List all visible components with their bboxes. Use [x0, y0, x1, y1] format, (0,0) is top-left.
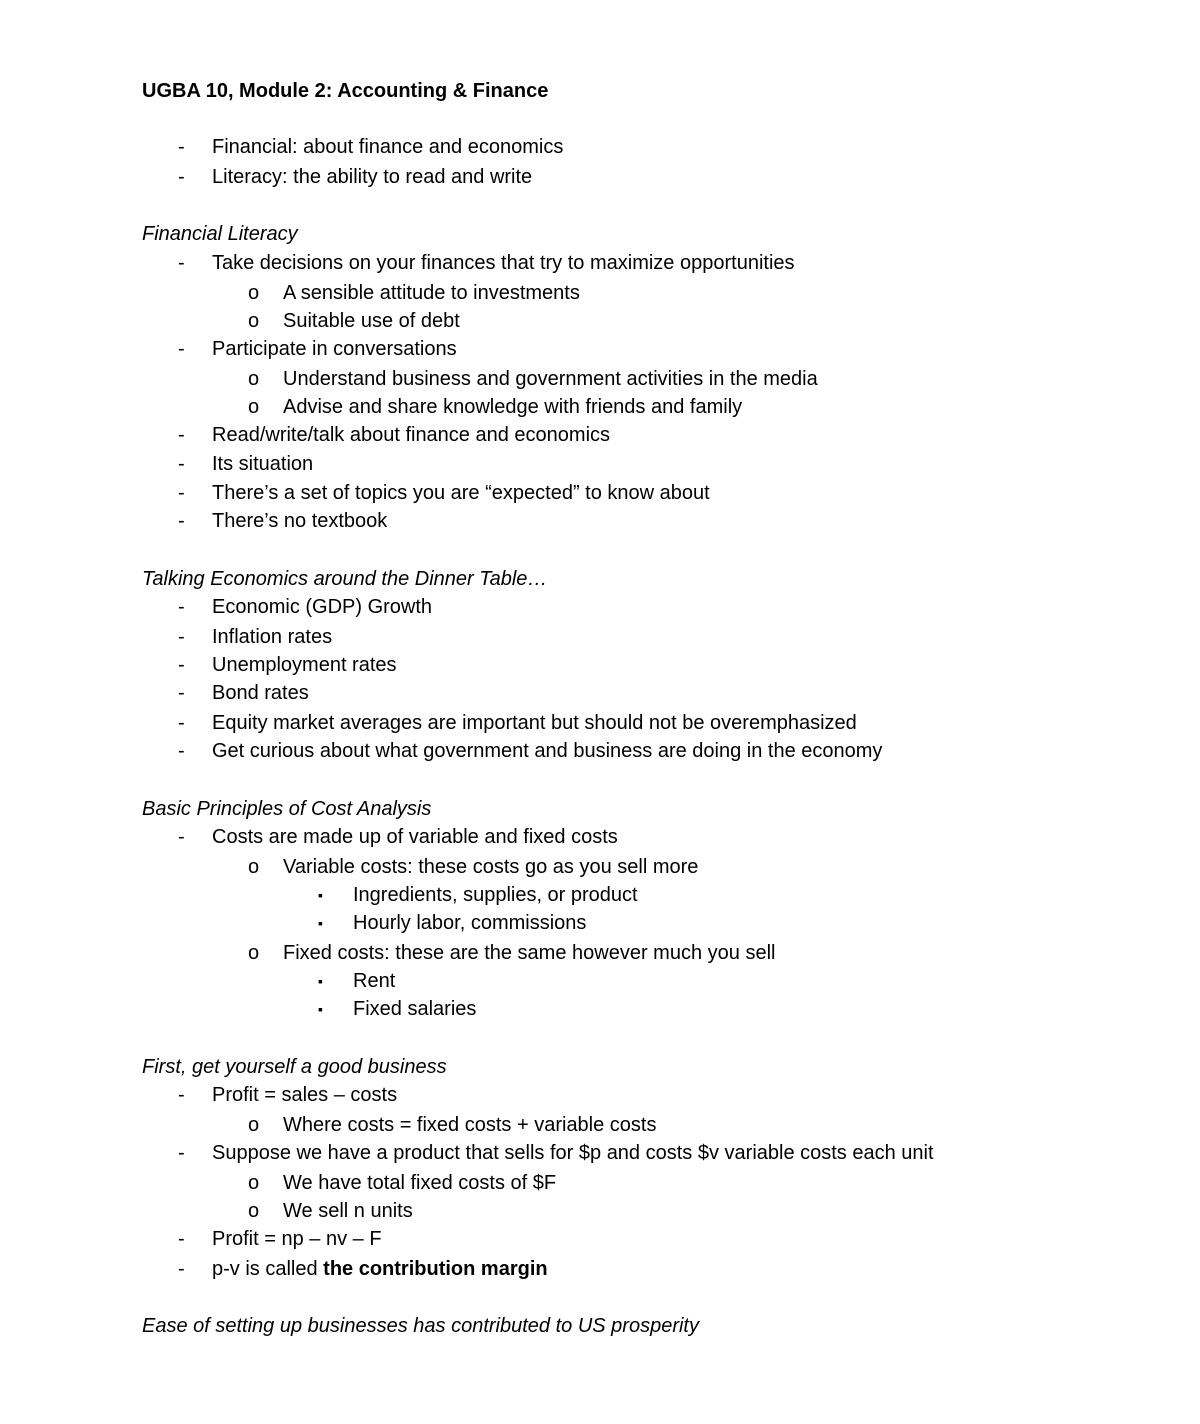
section-heading-dinner-table: Talking Economics around the Dinner Table… — [142, 568, 548, 590]
dash-bullet: - — [178, 1142, 185, 1164]
list-item-text: Profit = sales – costs — [212, 1084, 398, 1106]
list-item-text: Literacy: the ability to read and write — [212, 166, 533, 188]
dash-bullet: - — [178, 1228, 185, 1250]
list-item-text: Bond rates — [212, 682, 309, 704]
list-item-text: Take decisions on your finances that try to maximize opportunities — [212, 252, 795, 274]
list-item-text — [212, 1255, 548, 1283]
list-item-text: Costs are made up of variable and fixed costs — [212, 826, 618, 848]
list-item-text: Inflation rates — [212, 626, 333, 648]
dash-bullet: - — [178, 252, 185, 274]
dash-bullet: - — [178, 1258, 185, 1280]
list-item-text: Where costs = fixed costs + variable costs — [283, 1114, 657, 1136]
circle-bullet: o — [248, 1200, 260, 1222]
section-heading-financial-literacy: Financial Literacy — [142, 223, 298, 245]
square-bullet: ▪ — [318, 1001, 323, 1017]
list-item-text: Rent — [353, 970, 396, 992]
list-item-text: Financial: about finance and economics — [212, 136, 564, 158]
list-item-text: There’s no textbook — [212, 510, 388, 532]
list-item-text: Hourly labor, commissions — [353, 912, 587, 934]
section-heading-cost-analysis: Basic Principles of Cost Analysis — [142, 798, 432, 820]
circle-bullet: o — [248, 396, 260, 418]
section-heading-good-business: First, get yourself a good business — [142, 1056, 447, 1078]
list-item-text: Advise and share knowledge with friends and family — [283, 396, 743, 418]
dash-bullet: - — [178, 654, 185, 676]
list-item-text: Suitable use of debt — [283, 310, 460, 332]
dash-bullet: - — [178, 596, 185, 618]
list-item-text: Get curious about what government and business are doing in the economy — [212, 740, 883, 762]
circle-bullet: o — [248, 310, 260, 332]
square-bullet: ▪ — [318, 973, 323, 989]
dash-bullet: - — [178, 826, 185, 848]
list-item-text: Suppose we have a product that sells for $p and costs $v variable costs each unit — [212, 1142, 934, 1164]
list-item-text: Equity market averages are important but should not be overemphasized — [212, 712, 857, 734]
contribution-prefix: p-v is called — [212, 1258, 324, 1280]
dash-bullet: - — [178, 338, 185, 360]
list-item-text: Fixed salaries — [353, 998, 477, 1020]
contribution-margin-term: the contribution margin — [323, 1258, 548, 1280]
list-item-text: Participate in conversations — [212, 338, 457, 360]
list-item-text: We have total fixed costs of $F — [283, 1172, 557, 1194]
section-heading-ease: Ease of setting up businesses has contributed to US prosperity — [142, 1315, 699, 1337]
dash-bullet: - — [178, 166, 185, 188]
circle-bullet: o — [248, 856, 260, 878]
document-title: UGBA 10, Module 2: Accounting & Finance — [142, 80, 549, 102]
dash-bullet: - — [178, 712, 185, 734]
dash-bullet: - — [178, 626, 185, 648]
list-item-text: Understand business and government activities in the media — [283, 368, 818, 390]
list-item-text: Economic (GDP) Growth — [212, 596, 433, 618]
list-item-text: A sensible attitude to investments — [283, 282, 580, 304]
circle-bullet: o — [248, 282, 260, 304]
circle-bullet: o — [248, 1114, 260, 1136]
list-item-text: Unemployment rates — [212, 654, 397, 676]
dash-bullet: - — [178, 682, 185, 704]
list-item-text: There’s a set of topics you are “expected” to know about — [212, 482, 710, 504]
list-item-text: Profit = np – nv – F — [212, 1228, 382, 1250]
circle-bullet: o — [248, 1172, 260, 1194]
list-item-text: Fixed costs: these are the same however much you sell — [283, 942, 776, 964]
list-item-text: We sell n units — [283, 1200, 413, 1222]
circle-bullet: o — [248, 942, 260, 964]
list-item-text: Its situation — [212, 453, 314, 475]
list-item-text: Variable costs: these costs go as you sell more — [283, 856, 699, 878]
dash-bullet: - — [178, 136, 185, 158]
list-item-text: Ingredients, supplies, or product — [353, 884, 638, 906]
circle-bullet: o — [248, 368, 260, 390]
dash-bullet: - — [178, 510, 185, 532]
dash-bullet: - — [178, 482, 185, 504]
dash-bullet: - — [178, 424, 185, 446]
square-bullet: ▪ — [318, 887, 323, 903]
dash-bullet: - — [178, 1084, 185, 1106]
square-bullet: ▪ — [318, 915, 323, 931]
list-item-text: Read/write/talk about finance and economics — [212, 424, 611, 446]
dash-bullet: - — [178, 740, 185, 762]
dash-bullet: - — [178, 453, 185, 475]
